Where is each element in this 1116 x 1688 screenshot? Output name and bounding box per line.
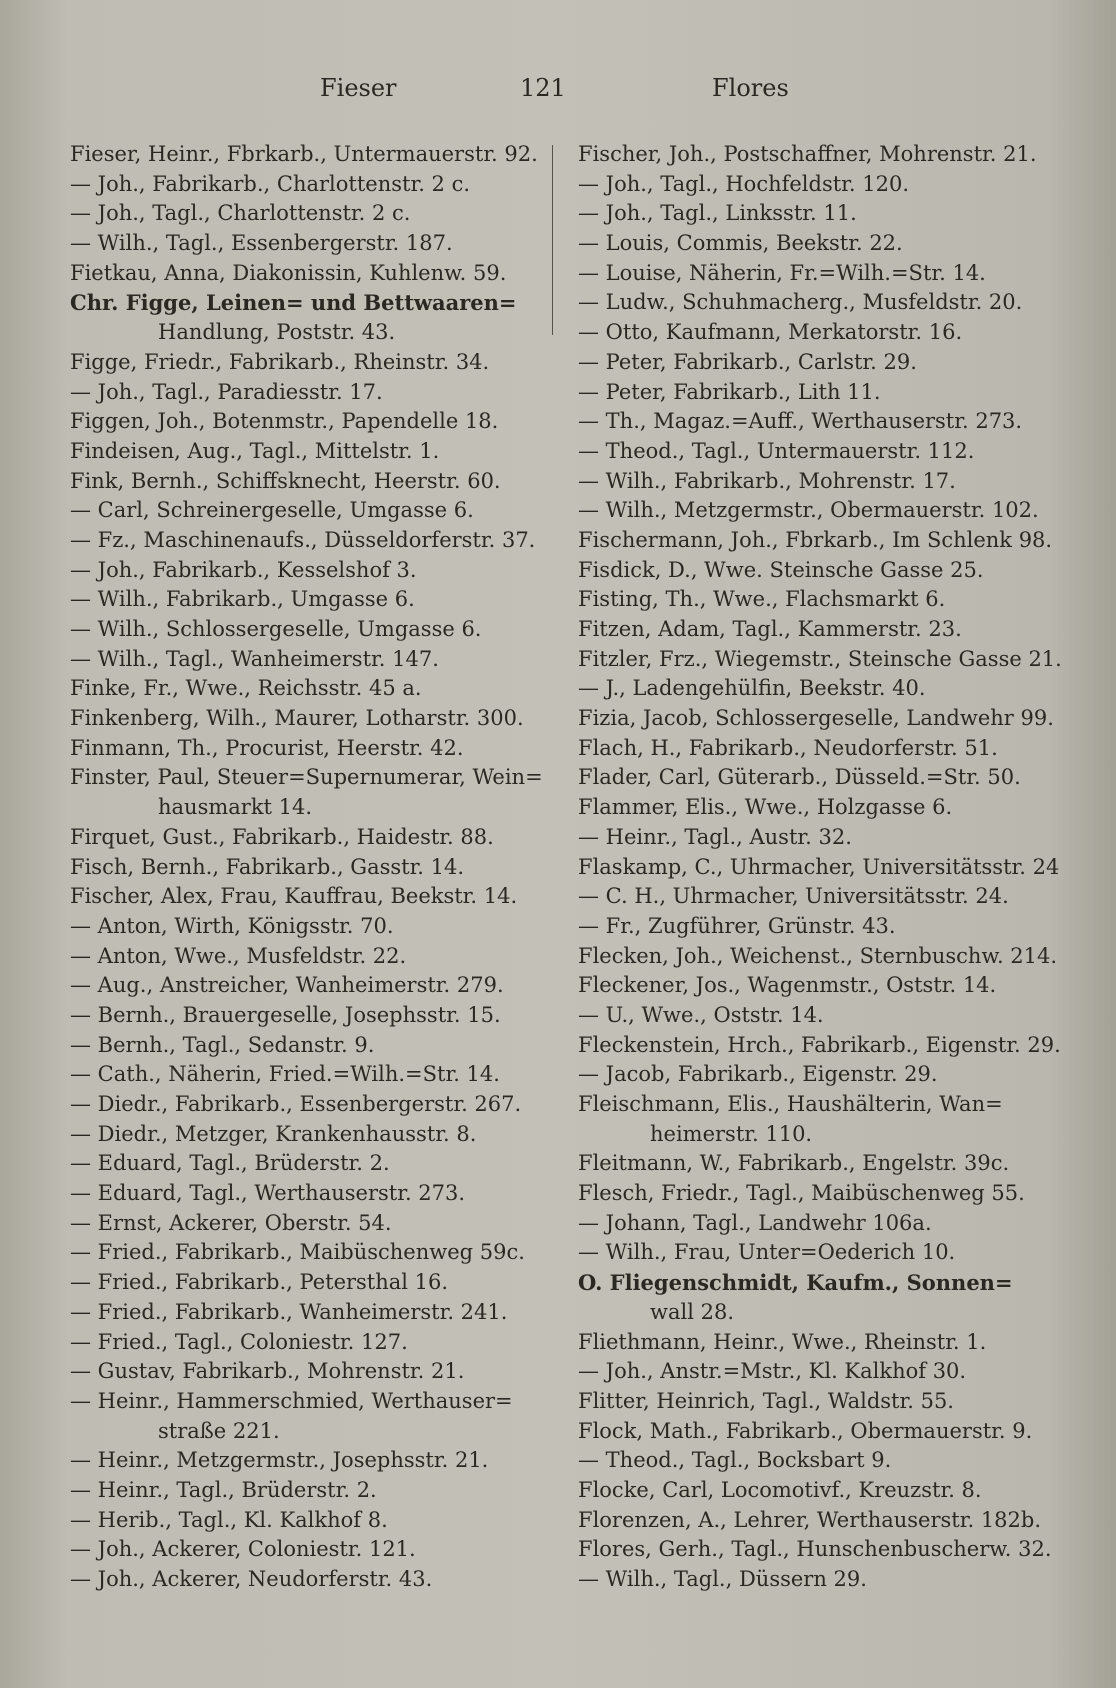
- directory-entry: — Bernh., Brauergeselle, Josephsstr. 15.: [70, 1002, 501, 1027]
- directory-entry: — Diedr., Metzger, Krankenhausstr. 8.: [70, 1121, 477, 1146]
- page-header: [0, 74, 1116, 114]
- directory-entry: Finkenberg, Wilh., Maurer, Lotharstr. 300.: [70, 706, 524, 731]
- directory-entry-continuation: Handlung, Poststr. 43.: [158, 320, 396, 345]
- directory-entry: — Heinr., Hammerschmied, Werthauser=: [70, 1388, 513, 1413]
- directory-entry: — Aug., Anstreicher, Wanheimerstr. 279.: [70, 973, 504, 998]
- header-last-name: Flores: [712, 74, 789, 102]
- directory-entry: Fleischmann, Elis., Haushälterin, Wan=: [578, 1092, 1003, 1116]
- directory-entry-advert: O. Fliegenschmidt, Kaufm., Sonnen=: [578, 1270, 1013, 1296]
- directory-entry: Fietkau, Anna, Diakonissin, Kuhlenw. 59.: [70, 260, 507, 285]
- directory-entry: Fischer, Joh., Postschaffner, Mohrenstr. 21.: [578, 142, 1037, 166]
- directory-entry: — Wilh., Frau, Unter=Oederich 10.: [578, 1240, 956, 1265]
- directory-entry: — Joh., Anstr.=Mstr., Kl. Kalkhof 30.: [578, 1359, 967, 1384]
- directory-entry: — Joh., Ackerer, Neudorferstr. 43.: [70, 1567, 433, 1591]
- directory-entry: — Joh., Tagl., Paradiesstr. 17.: [70, 379, 383, 404]
- directory-entry: — Heinr., Tagl., Brüderstr. 2.: [70, 1477, 377, 1502]
- directory-entry: Flocke, Carl, Locomotivf., Kreuzstr. 8.: [578, 1477, 982, 1502]
- directory-entry-continuation: hausmarkt 14.: [158, 795, 313, 820]
- column-divider: [552, 145, 553, 335]
- directory-entry: Flock, Math., Fabrikarb., Obermauerstr. 9.: [578, 1418, 1033, 1443]
- directory-entry: Fleckener, Jos., Wagenmstr., Oststr. 14.: [578, 973, 997, 998]
- directory-entry: Fischer, Alex, Frau, Kauffrau, Beekstr. 14.: [70, 884, 518, 909]
- directory-entry: — Anton, Wwe., Musfeldstr. 22.: [70, 943, 407, 968]
- directory-entry: Figgen, Joh., Botenmstr., Papendelle 18.: [70, 409, 499, 434]
- directory-entry: — Wilh., Schlossergeselle, Umgasse 6.: [70, 617, 482, 641]
- left-column: [70, 140, 548, 1595]
- directory-entry: — Peter, Fabrikarb., Carlstr. 29.: [578, 349, 917, 374]
- directory-entry: — Joh., Ackerer, Coloniestr. 121.: [70, 1537, 416, 1562]
- directory-entry: Fischermann, Joh., Fbrkarb., Im Schlenk 98.: [578, 527, 1053, 552]
- right-column: [578, 140, 1062, 1595]
- directory-entry-continuation: straße 221.: [158, 1418, 280, 1443]
- directory-entry: — Diedr., Fabrikarb., Essenbergerstr. 267.: [70, 1092, 522, 1116]
- directory-entry: — Jacob, Fabrikarb., Eigenstr. 29.: [578, 1062, 938, 1087]
- directory-entry: Fliethmann, Heinr., Wwe., Rheinstr. 1.: [578, 1329, 987, 1354]
- directory-entry: Figge, Friedr., Fabrikarb., Rheinstr. 34.: [70, 349, 490, 374]
- directory-entry: Fitzler, Frz., Wiegemstr., Steinsche Gasse 21.: [578, 646, 1062, 671]
- directory-entry: — Fried., Fabrikarb., Maibüschenweg 59c.: [70, 1240, 525, 1265]
- directory-entry: — Wilh., Tagl., Wanheimerstr. 147.: [70, 646, 439, 671]
- directory-entry: Fleitmann, W., Fabrikarb., Engelstr. 39c.: [578, 1151, 1010, 1176]
- directory-entry: Finmann, Th., Procurist, Heerstr. 42.: [70, 735, 464, 760]
- directory-entry: — U., Wwe., Oststr. 14.: [578, 1002, 824, 1027]
- directory-entry: Fisch, Bernh., Fabrikarb., Gasstr. 14.: [70, 854, 465, 879]
- header-first-name: Fieser: [320, 74, 397, 102]
- directory-entry: Flader, Carl, Güterarb., Düsseld.=Str. 50.: [578, 765, 1021, 790]
- directory-entry: — Wilh., Fabrikarb., Umgasse 6.: [70, 587, 415, 612]
- directory-entry: — Wilh., Tagl., Düssern 29.: [578, 1567, 867, 1591]
- directory-entry: — Fz., Maschinenaufs., Düsseldorferstr. 37.: [70, 527, 536, 552]
- directory-entry: Finke, Fr., Wwe., Reichsstr. 45 a.: [70, 676, 422, 701]
- directory-entry: Fizia, Jacob, Schlossergeselle, Landwehr 99.: [578, 706, 1054, 731]
- directory-entry: — Theod., Tagl., Untermauerstr. 112.: [578, 438, 975, 463]
- directory-entry: — Eduard, Tagl., Brüderstr. 2.: [70, 1151, 390, 1176]
- directory-entry: — Fried., Fabrikarb., Petersthal 16.: [70, 1270, 449, 1295]
- directory-entry: Fink, Bernh., Schiffsknecht, Heerstr. 60.: [70, 468, 501, 493]
- directory-entry: — Theod., Tagl., Bocksbart 9.: [578, 1448, 892, 1473]
- directory-entry: — Fried., Fabrikarb., Wanheimerstr. 241.: [70, 1299, 508, 1324]
- directory-entry: — Joh., Tagl., Hochfeldstr. 120.: [578, 171, 910, 196]
- directory-entry: Fleckenstein, Hrch., Fabrikarb., Eigenstr. 29.: [578, 1032, 1061, 1057]
- directory-entry: — Gustav, Fabrikarb., Mohrenstr. 21.: [70, 1359, 465, 1384]
- directory-entry: Fisting, Th., Wwe., Flachsmarkt 6.: [578, 587, 946, 612]
- directory-entry: — Fried., Tagl., Coloniestr. 127.: [70, 1329, 408, 1354]
- directory-entry: — Louis, Commis, Beekstr. 22.: [578, 231, 903, 256]
- directory-entry-continuation: wall 28.: [650, 1299, 734, 1324]
- directory-entry: Flores, Gerh., Tagl., Hunschenbuscherw. 32.: [578, 1537, 1052, 1562]
- directory-entry: — Joh., Tagl., Charlottenstr. 2 c.: [70, 201, 411, 226]
- directory-entry-advert: Chr. Figge, Leinen= und Bettwaaren=: [70, 290, 517, 316]
- page-number: 121: [520, 74, 566, 102]
- directory-entry: — Joh., Tagl., Linksstr. 11.: [578, 201, 857, 226]
- directory-entry: — Fr., Zugführer, Grünstr. 43.: [578, 913, 896, 938]
- directory-entry: — C. H., Uhrmacher, Universitätsstr. 24.: [578, 884, 1009, 909]
- directory-entry: Flitter, Heinrich, Tagl., Waldstr. 55.: [578, 1388, 954, 1413]
- directory-entry: — Heinr., Tagl., Austr. 32.: [578, 824, 852, 849]
- directory-entry: — Wilh., Metzgermstr., Obermauerstr. 102.: [578, 498, 1039, 523]
- directory-entry: — Peter, Fabrikarb., Lith 11.: [578, 379, 881, 404]
- directory-entry: Flecken, Joh., Weichenst., Sternbuschw. 214.: [578, 943, 1058, 968]
- directory-entry: — Johann, Tagl., Landwehr 106a.: [578, 1210, 932, 1235]
- directory-entry: — J., Ladengehülfin, Beekstr. 40.: [578, 676, 926, 701]
- directory-entry: Finster, Paul, Steuer=Supernumerar, Wein=: [70, 765, 543, 790]
- directory-entry: — Joh., Fabrikarb., Charlottenstr. 2 c.: [70, 171, 471, 196]
- directory-entry: — Louise, Näherin, Fr.=Wilh.=Str. 14.: [578, 260, 986, 285]
- directory-entry: — Carl, Schreinergeselle, Umgasse 6.: [70, 498, 474, 523]
- directory-entry: Firquet, Gust., Fabrikarb., Haidestr. 88.: [70, 824, 494, 849]
- directory-entry: — Wilh., Tagl., Essenbergerstr. 187.: [70, 231, 453, 256]
- directory-entry: — Bernh., Tagl., Sedanstr. 9.: [70, 1032, 375, 1057]
- directory-entry: — Eduard, Tagl., Werthauserstr. 273.: [70, 1181, 466, 1206]
- directory-entry: Fitzen, Adam, Tagl., Kammerstr. 23.: [578, 617, 962, 641]
- directory-entry: Flesch, Friedr., Tagl., Maibüschenweg 55.: [578, 1181, 1025, 1206]
- directory-entry: Flammer, Elis., Wwe., Holzgasse 6.: [578, 795, 953, 820]
- directory-entry: Findeisen, Aug., Tagl., Mittelstr. 1.: [70, 438, 440, 463]
- directory-entry: — Wilh., Fabrikarb., Mohrenstr. 17.: [578, 468, 956, 493]
- directory-entry: — Herib., Tagl., Kl. Kalkhof 8.: [70, 1507, 388, 1532]
- directory-entry: Fieser, Heinr., Fbrkarb., Untermauerstr. 92.: [70, 142, 538, 166]
- directory-entry-continuation: heimerstr. 110.: [650, 1121, 813, 1146]
- directory-entry: — Otto, Kaufmann, Merkatorstr. 16.: [578, 320, 963, 345]
- directory-entry: — Heinr., Metzgermstr., Josephsstr. 21.: [70, 1448, 489, 1473]
- directory-entry: — Ernst, Ackerer, Oberstr. 54.: [70, 1210, 392, 1235]
- directory-entry: — Th., Magaz.=Auff., Werthauserstr. 273.: [578, 409, 1023, 434]
- directory-entry: Flaskamp, C., Uhrmacher, Universitätsstr. 24: [578, 854, 1060, 879]
- directory-entry: — Ludw., Schuhmacherg., Musfeldstr. 20.: [578, 290, 1023, 315]
- directory-entry: — Anton, Wirth, Königsstr. 70.: [70, 913, 394, 938]
- directory-entry: Flach, H., Fabrikarb., Neudorferstr. 51.: [578, 735, 998, 760]
- directory-entry: Fisdick, D., Wwe. Steinsche Gasse 25.: [578, 557, 984, 582]
- directory-entry: — Cath., Näherin, Fried.=Wilh.=Str. 14.: [70, 1062, 500, 1087]
- directory-entry: Florenzen, A., Lehrer, Werthauserstr. 182b.: [578, 1507, 1042, 1532]
- directory-entry: — Joh., Fabrikarb., Kesselshof 3.: [70, 557, 417, 582]
